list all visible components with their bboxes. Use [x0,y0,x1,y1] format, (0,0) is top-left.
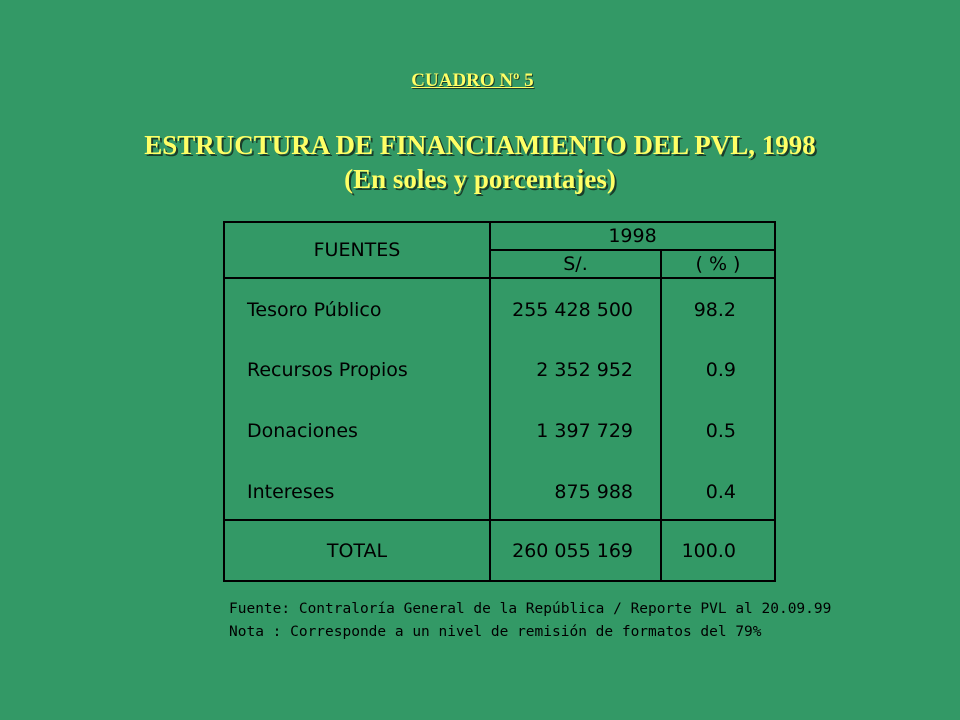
row-pct: 0.5 [705,420,736,442]
cuadro-number: CUADRO Nº 5 [411,70,534,91]
row-fuente: Intereses [247,481,335,503]
header-year: 1998 [608,225,657,247]
header-divider-year [489,249,774,251]
row-pct: 98.2 [693,299,736,321]
row-pct: 0.4 [705,481,736,503]
total-label: TOTAL [326,540,388,562]
row-fuente: Recursos Propios [247,359,408,381]
row-fuente: Donaciones [247,420,358,442]
total-soles: 260 055 169 [512,540,633,562]
footnotes [229,598,831,644]
title-line-2: (En soles y porcentajes) [344,164,616,194]
financing-table [223,221,776,582]
header-soles: S/. [563,253,588,275]
header-bottom-line [225,277,774,279]
row-soles: 2 352 952 [536,359,633,381]
footnote-fuente: Fuente: Contraloría General de la República / Reporte PVL al 20.09.99 [229,601,832,617]
title-line-1: ESTRUCTURA DE FINANCIAMIENTO DEL PVL, 1998 [144,130,816,160]
header-pct: ( % ) [695,253,741,275]
footnote-nota: Nota : Corresponde a un nivel de remisión de formatos del 79% [229,624,762,640]
row-fuente: Tesoro Público [247,299,382,321]
total-top-line [225,519,774,521]
row-soles: 1 397 729 [536,420,633,442]
row-pct: 0.9 [705,359,736,381]
total-pct: 100.0 [681,540,736,562]
row-soles: 255 428 500 [512,299,633,321]
row-soles: 875 988 [554,481,633,503]
header-fuentes: FUENTES [313,239,401,261]
page-title [0,128,960,196]
